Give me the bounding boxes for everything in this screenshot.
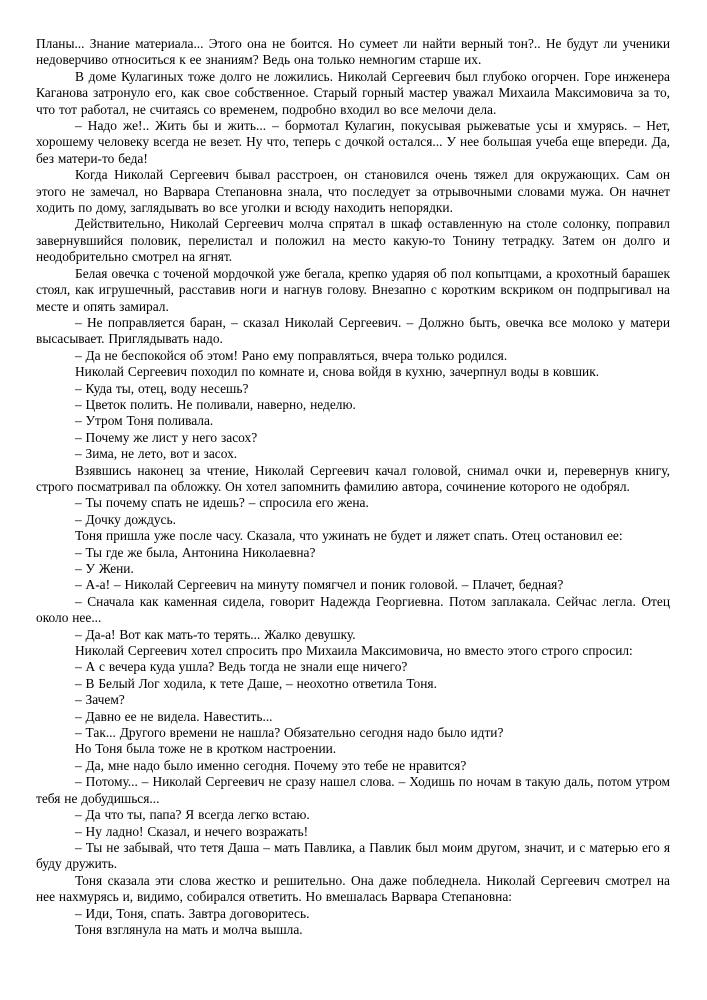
paragraph: – Цветок полить. Не поливали, наверно, неделю. <box>75 396 356 412</box>
paragraph: – В Белый Лог ходила, к тете Даше, – неохотно ответила Тоня. <box>75 675 437 691</box>
paragraph: – Не поправляется баран, – сказал Николай Сергеевич. – Должно быть, овечка все молоко у матери высасывает. Приглядывать надо. <box>36 314 670 347</box>
paragraph: – Утром Тоня поливала. <box>75 413 214 429</box>
paragraph: Тоня сказала эти слова жестко и решительно. Она даже побледнела. Николай Сергеевич смотрел на нее нахмурясь и, видимо, собирался ответить. Но вмешалась Варвара Степановна: <box>36 872 670 905</box>
paragraph: – Да-а! Вот как мать-то терять... Жалко девушку. <box>75 626 356 642</box>
paragraph: – Ну ладно! Сказал, и нечего возражать! <box>75 823 309 839</box>
paragraph: – Да не беспокойся об этом! Рано ему поправляться, вчера только родился. <box>75 347 508 363</box>
text-block <box>36 36 670 938</box>
paragraph: Действительно, Николай Сергеевич молча спрятал в шкаф оставленную на столе солонку, поправил завернувшийся половик, перелистал и положил на место какую-то Тонину тетрадку. Затем он долго и неодобрительно смотрел на ягнят. <box>36 216 670 265</box>
paragraph: Николай Сергеевич походил по комнате и, снова войдя в кухню, зачерпнул воды в ковшик. <box>75 364 600 380</box>
paragraph: Белая овечка с точеной мордочкой уже бегала, крепко ударяя об пол копытцами, а крохотный барашек стоял, как игрушечный, расставив ноги и нагнув голову. Внезапно с коротким вскриком он подпрыгивал на месте и опять замирал. <box>36 265 670 314</box>
paragraph: Но Тоня была тоже не в кротком настроении. <box>75 741 337 757</box>
paragraph: Тоня пришла уже после часу. Сказала, что ужинать не будет и ляжет спать. Отец остановил ее: <box>75 528 623 544</box>
paragraph: – Зима, не лето, вот и засох. <box>75 446 238 462</box>
paragraph: – Зачем? <box>75 692 125 708</box>
paragraph: – Сначала как каменная сидела, говорит Надежда Георгиевна. Потом заплакала. Сейчас легла. Отец около нее... <box>36 593 670 626</box>
paragraph: – Дочку дождусь. <box>75 511 176 527</box>
paragraph: – У Жени. <box>75 561 134 576</box>
paragraph: – Давно ее не видела. Навестить... <box>75 708 273 724</box>
paragraph: – А-а! – Николай Сергеевич на минуту помягчел и поник головой. – Плачет, бедная? <box>75 577 564 593</box>
paragraph: Тоня взглянула на мать и молча вышла. <box>75 921 303 937</box>
paragraph: – А с вечера куда ушла? Ведь тогда не знали еще ничего? <box>75 659 408 675</box>
paragraph: – Да что ты, папа? Я всегда легко встаю. <box>75 807 310 823</box>
paragraph: – Ты не забывай, что тетя Даша – мать Павлика, а Павлик был моим другом, значит, и с матерью его я буду дружить. <box>36 839 670 872</box>
paragraph: Николай Сергеевич хотел спросить про Михаила Максимовича, но вместо этого строго спросил: <box>75 643 633 659</box>
paragraph: – Так... Другого времени не нашла? Обязательно сегодня надо было идти? <box>75 725 504 741</box>
paragraph: Когда Николай Сергеевич бывал расстроен, он становился очень тяжел для окружающих. Сам он этого не замечал, но Варвара Степановна знала, что последует за отрывочными словами мужа. Он начнет ходить по дому, заглядывать во все уголки и всюду находить непорядки. <box>36 167 670 216</box>
paragraph: – Иди, Тоня, спать. Завтра договоритесь. <box>75 905 310 921</box>
paragraph: – Почему же лист у него засох? <box>75 429 258 445</box>
paragraph: – Да, мне надо было именно сегодня. Почему это тебе не нравится? <box>75 757 467 773</box>
paragraph: – Ты где же была, Антонина Николаевна? <box>75 544 316 560</box>
paragraph: В доме Кулагиных тоже долго не ложились. Николай Сергеевич был глубоко огорчен. Горе инженера Каганова затронуло его, как свое собственное. Старый горный мастер уважал Михаила Максимовича за то, что тот работал, не считаясь со временем, подробно входил во все мелочи дела. <box>36 68 670 117</box>
paragraph: – Надо же!.. Жить бы и жить... – бормотал Кулагин, покусывая рыжеватые усы и хмурясь. – Нет, хорошему человеку всегда не везет. Ну что, теперь с дочкой остался... У нее большая учеба еще впереди. Да, без матери-то беда! <box>36 118 670 166</box>
paragraph: Взявшись наконец за чтение, Николай Сергеевич качал головой, снимал очки и, перевернув книгу, строго посматривал па обложку. Он хотел запомнить фамилию автора, сочинение которого не одобрял. <box>36 462 670 494</box>
paragraph: – Ты почему спать не идешь? – спросила его жена. <box>75 495 369 511</box>
paragraph: – Потому... – Николай Сергеевич не сразу нашел слова. – Ходишь по ночам в такую даль, потом утром тебя не добудишься... <box>36 774 670 806</box>
paragraph: Планы... Знание материала... Этого она не боится. Но сумеет ли найти верный тон?.. Не будут ли ученики недоверчиво относиться к ее знаниям? Ведь она только немногим старше их. <box>36 36 670 68</box>
paragraph: – Куда ты, отец, воду несешь? <box>75 380 249 396</box>
